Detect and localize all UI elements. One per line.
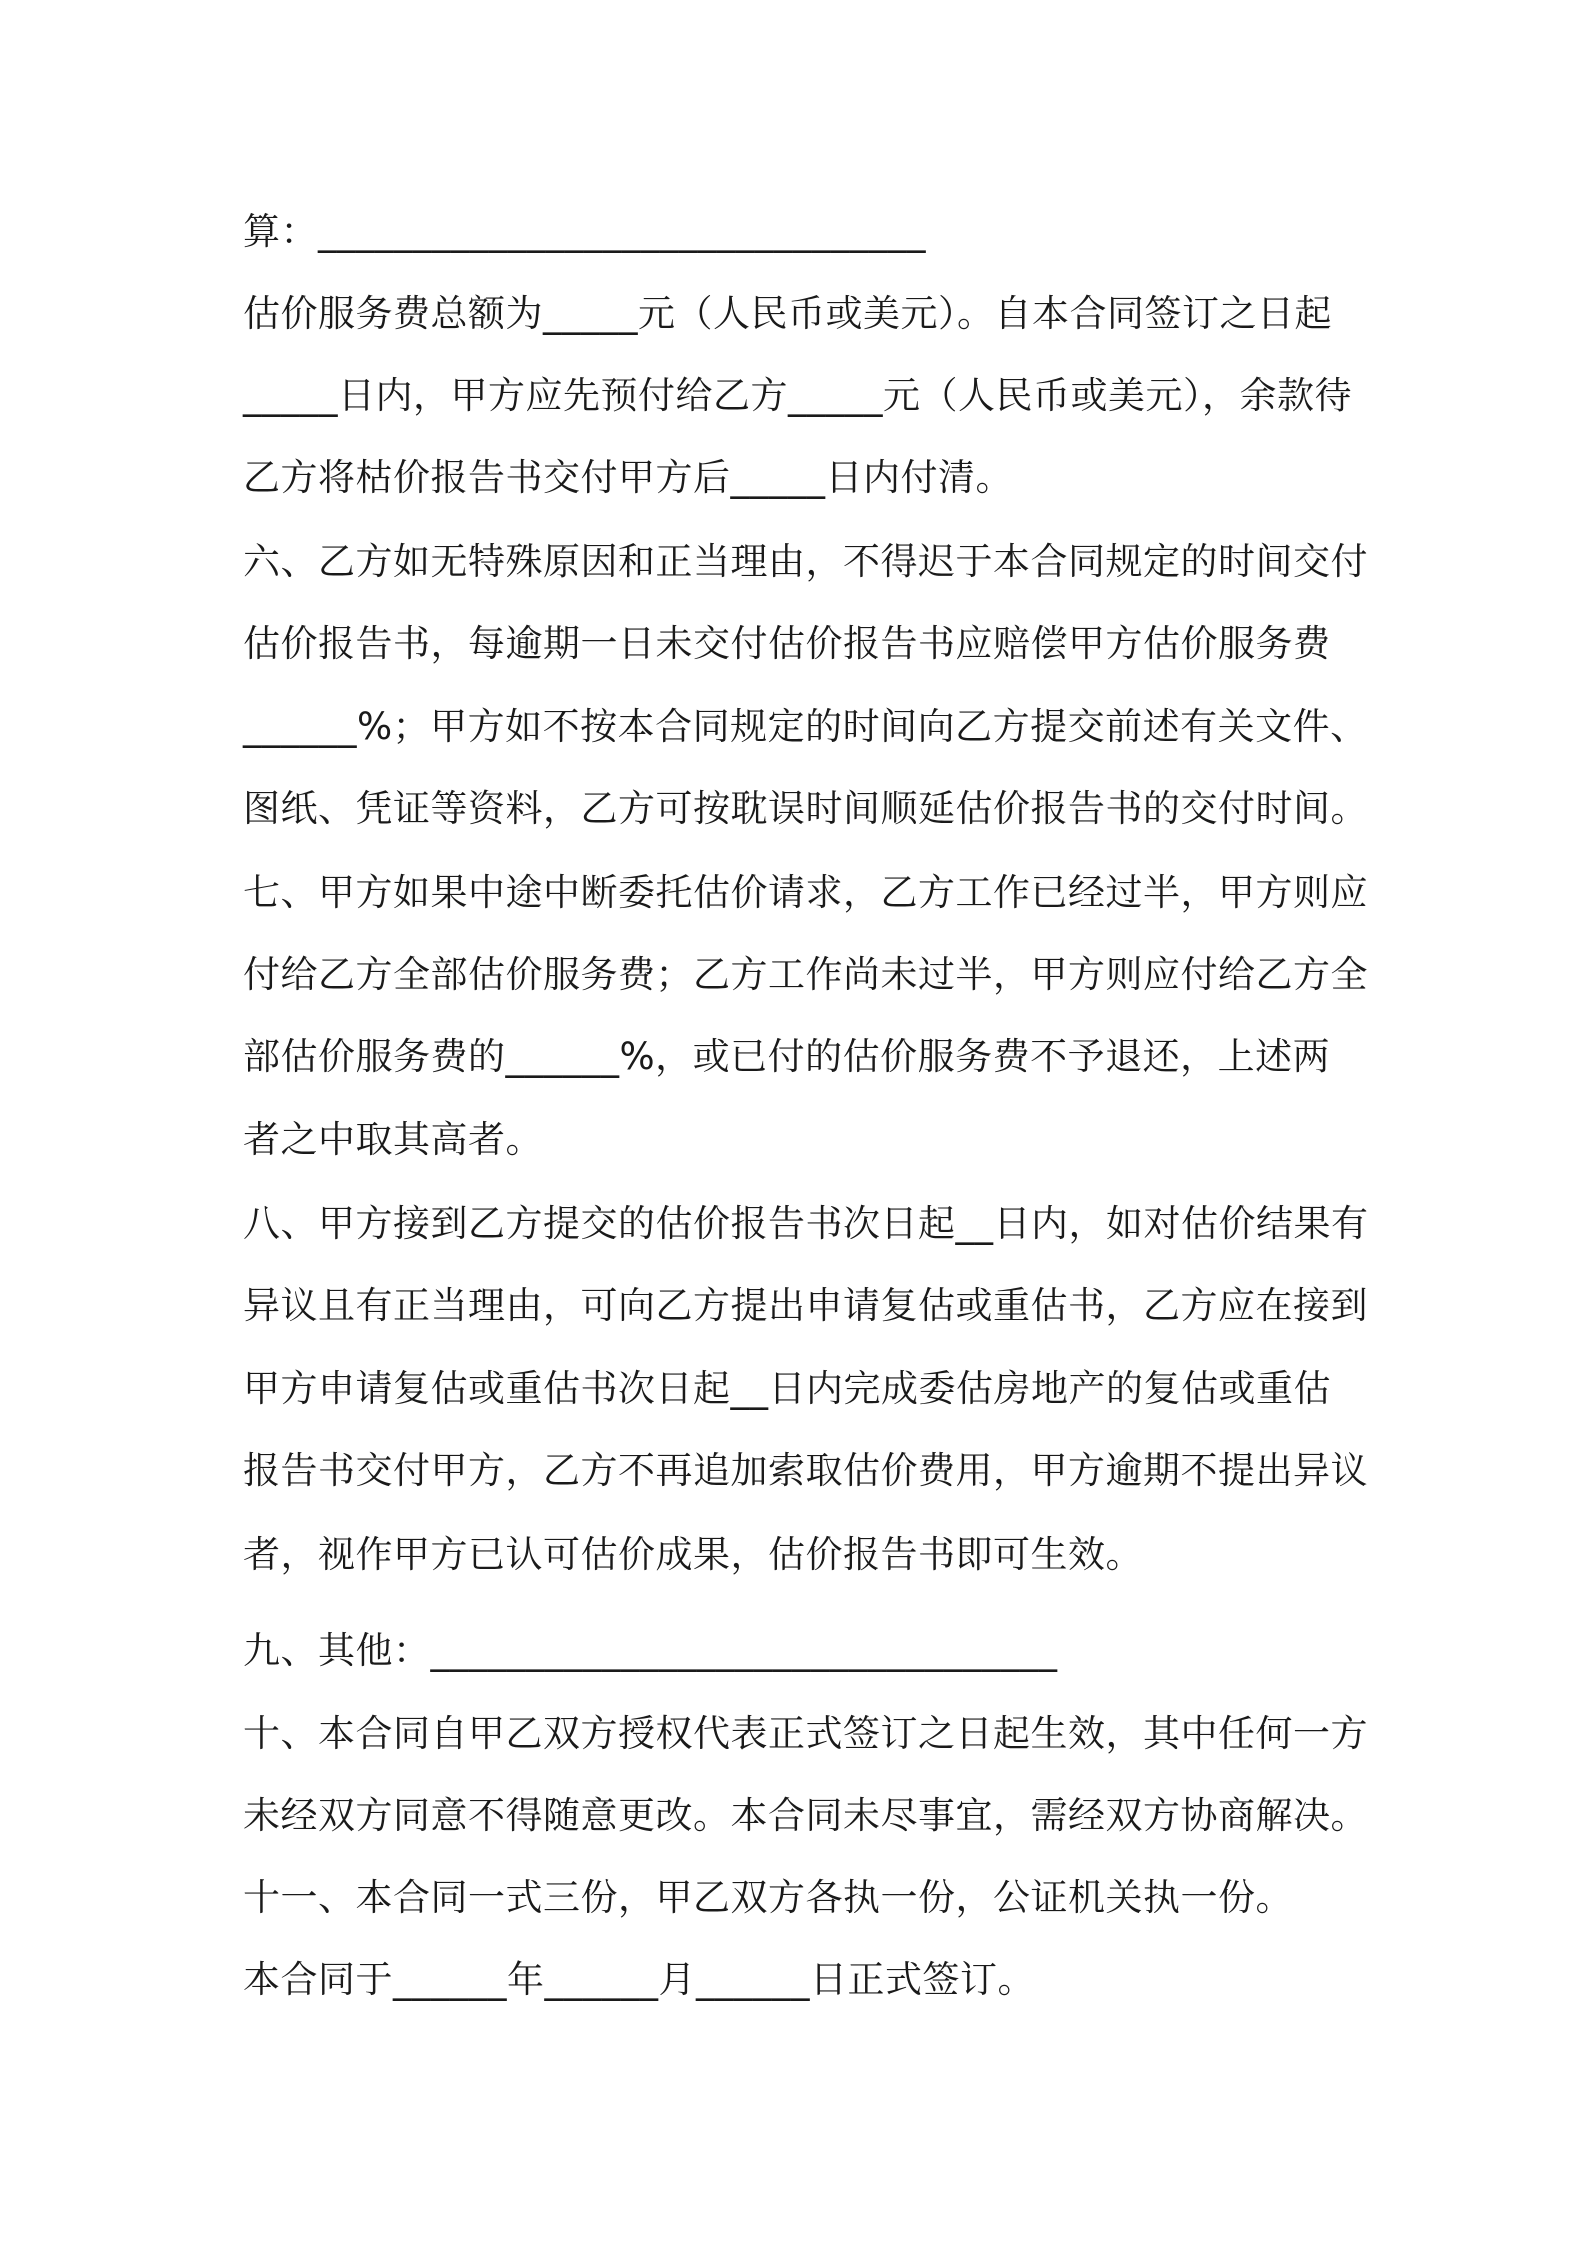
text-line: 者之中取其高者。 bbox=[243, 1118, 543, 1161]
text-line: 甲方申请复估或重估书次日起__日内完成委估房地产的复估或重估 bbox=[243, 1367, 1331, 1410]
text-line: 未经双方同意不得随意更改。本合同未尽事宜，需经双方协商解决。 bbox=[243, 1794, 1368, 1837]
text-line: 算：________________________________ bbox=[243, 210, 926, 253]
text-line: 乙方将枯价报告书交付甲方后_____日内付清。 bbox=[243, 456, 1013, 499]
text-line: 者，视作甲方已认可估价成果，估价报告书即可生效。 bbox=[243, 1533, 1143, 1576]
text-line: _____日内，甲方应先预付给乙方_____元（人民币或美元），余款待 bbox=[243, 374, 1352, 417]
text-line: 付给乙方全部估价服务费；乙方工作尚未过半，甲方则应付给乙方全 bbox=[243, 953, 1368, 996]
text-line: 图纸、凭证等资料，乙方可按耽误时间顺延估价报告书的交付时间。 bbox=[243, 787, 1368, 830]
text-line: 异议且有正当理由，可向乙方提出申请复估或重估书，乙方应在接到 bbox=[243, 1284, 1368, 1327]
text-line: 部估价服务费的______%，或已付的估价服务费不予退还，上述两 bbox=[243, 1035, 1331, 1078]
text-line: 十、本合同自甲乙双方授权代表正式签订之日起生效，其中任何一方 bbox=[243, 1712, 1368, 1755]
text-line: 八、甲方接到乙方提交的估价报告书次日起__日内，如对估价结果有 bbox=[243, 1202, 1369, 1245]
text-line: 估价服务费总额为_____元（人民币或美元）。自本合同签订之日起 bbox=[243, 292, 1332, 335]
text-line: 本合同于______年______月______日正式签订。 bbox=[243, 1958, 1035, 2001]
text-line: 七、甲方如果中途中断委托估价请求，乙方工作已经过半，甲方则应 bbox=[243, 871, 1368, 914]
text-line: 六、乙方如无特殊原因和正当理由，不得迟于本合同规定的时间交付 bbox=[243, 540, 1368, 583]
text-line: 九、其他：_________________________________ bbox=[243, 1629, 1058, 1672]
text-line: ______%；甲方如不按本合同规定的时间向乙方提交前述有关文件、 bbox=[243, 705, 1368, 748]
text-line: 十一、本合同一式三份，甲乙双方各执一份，公证机关执一份。 bbox=[243, 1876, 1293, 1919]
text-line: 报告书交付甲方，乙方不再追加索取估价费用，甲方逾期不提出异议 bbox=[243, 1449, 1368, 1492]
text-line: 估价报告书，每逾期一日未交付估价报告书应赔偿甲方估价服务费 bbox=[243, 622, 1331, 665]
